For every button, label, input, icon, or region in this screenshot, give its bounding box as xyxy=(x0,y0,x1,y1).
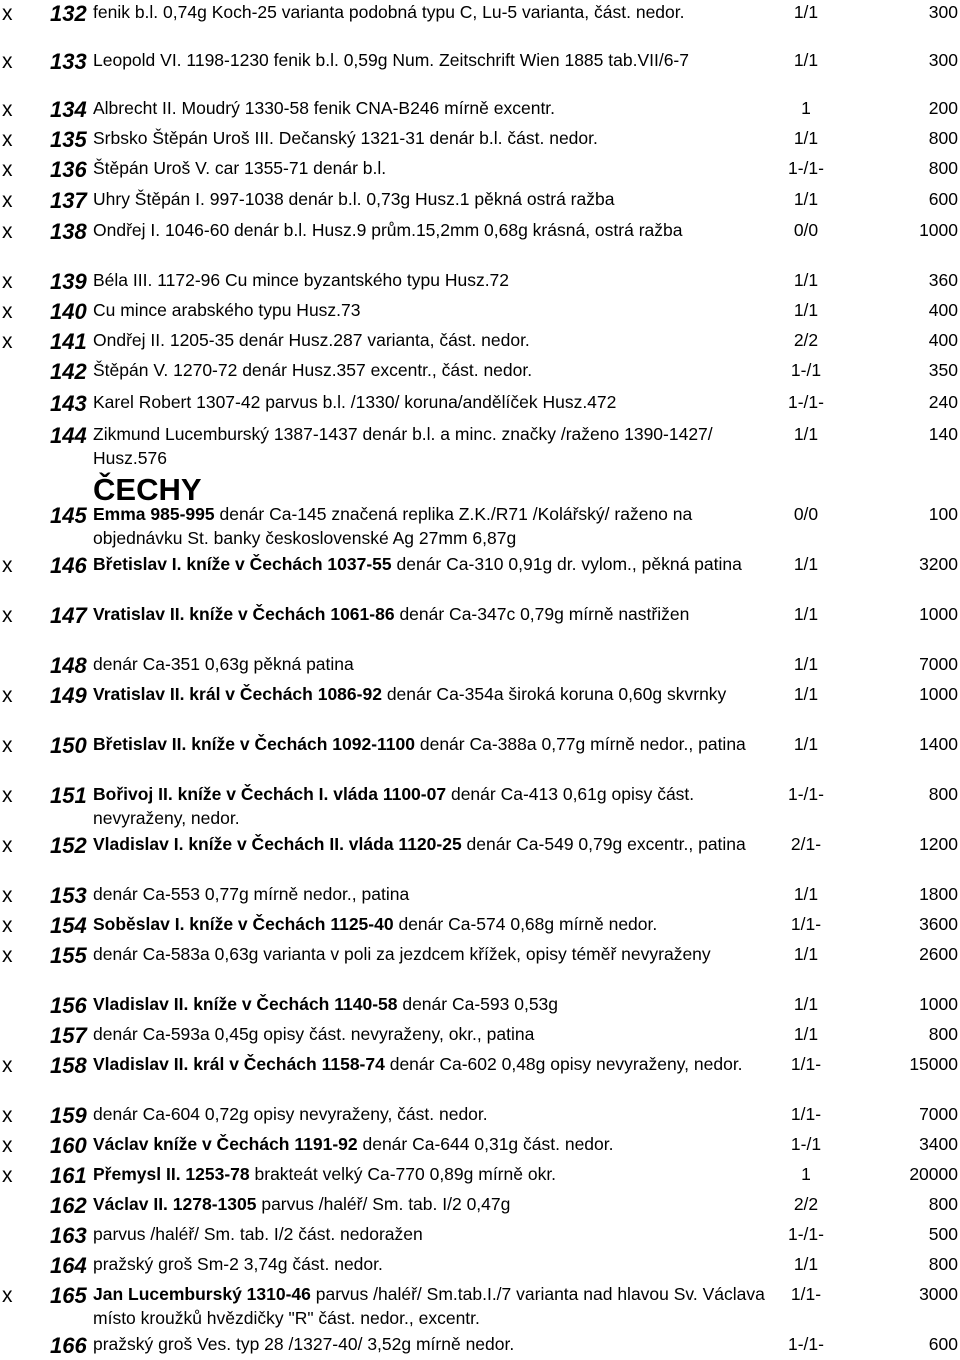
lot-description xyxy=(93,502,773,550)
lot-description xyxy=(93,1052,773,1076)
lot-number: 152 xyxy=(50,833,87,858)
lot-details: denár Ca-602 0,48g opisy nevyraženy, nedor. xyxy=(384,1054,743,1074)
lot-number: 139 xyxy=(50,269,87,294)
lot-details: brakteát velký Ca-770 0,89g mírně okr. xyxy=(249,1164,557,1184)
lot-details: denár Ca-413 0,61g opisy část. nevyraženy, nedor. xyxy=(93,784,695,828)
lot-grade: 1/1 xyxy=(793,270,819,290)
lot-details: Štěpán Uroš V. car 1355-71 denár b.l. xyxy=(93,158,387,178)
lot-number: 136 xyxy=(50,157,87,182)
lot-description xyxy=(93,268,773,292)
lot-details: Cu mince arabského typu Husz.73 xyxy=(93,300,361,320)
lot-details: denár Ca-593 0,53g xyxy=(397,994,559,1014)
lot-number: 149 xyxy=(50,683,87,708)
lot-price: 140 xyxy=(928,424,958,444)
lot-number: 163 xyxy=(50,1223,87,1248)
lot-description xyxy=(93,48,773,72)
lot-ruler: Václav kníže v Čechách 1191-92 xyxy=(93,1134,358,1154)
lot-price: 1000 xyxy=(919,220,958,240)
lot-details: denár Ca-351 0,63g pěkná patina xyxy=(93,654,354,674)
lot-description xyxy=(93,882,773,906)
lot-details: fenik b.l. 0,74g Koch-25 varianta podobná typu C, Lu-5 varianta, část. nedor. xyxy=(93,2,685,22)
lot-grade: 1/1- xyxy=(790,1284,822,1304)
lot-description xyxy=(93,126,773,150)
lot-number: 133 xyxy=(50,49,87,74)
lot-grade: 2/2 xyxy=(793,1194,819,1214)
lot-price: 500 xyxy=(928,1224,958,1244)
lot-grade: 1/1 xyxy=(793,604,819,624)
lot-details: parvus /haléř/ Sm. tab. I/2 část. nedoražen xyxy=(93,1224,423,1244)
lot-grade: 1/1 xyxy=(793,50,819,70)
lot-details: denár Ca-388a 0,77g mírně nedor., patina xyxy=(415,734,746,754)
lot-ruler: Břetislav II. kníže v Čechách 1092-1100 xyxy=(93,734,415,754)
lot-grade: 1/1 xyxy=(793,128,819,148)
lot-ruler: Vratislav II. kníže v Čechách 1061-86 xyxy=(93,604,395,624)
lot-number: 143 xyxy=(50,391,87,416)
lot-description xyxy=(93,682,773,706)
lot-grade: 1-/1- xyxy=(788,392,824,412)
lot-description xyxy=(93,1132,773,1156)
lot-details: Béla III. 1172-96 Cu mince byzantského typu Husz.72 xyxy=(93,270,510,290)
lot-grade: 2/1- xyxy=(790,834,822,854)
lot-description xyxy=(93,298,773,322)
lot-grade: 1/1 xyxy=(793,654,819,674)
lot-details: denár Ca-644 0,31g část. nedor. xyxy=(357,1134,614,1154)
lot-description xyxy=(93,1282,773,1330)
section-heading: ČECHY xyxy=(93,472,202,507)
lot-price: 3000 xyxy=(919,1284,958,1304)
lot-description xyxy=(93,0,773,24)
lot-mark: x xyxy=(2,158,13,181)
lot-description xyxy=(93,1252,773,1276)
lot-details: denár Ca-574 0,68g mírně nedor. xyxy=(393,914,658,934)
lot-price: 360 xyxy=(928,270,958,290)
lot-grade: 1 xyxy=(801,98,811,118)
lot-price: 2600 xyxy=(919,944,958,964)
lot-description xyxy=(93,552,773,576)
lot-number: 141 xyxy=(50,329,87,354)
lot-price: 400 xyxy=(928,330,958,350)
lot-grade: 1/1 xyxy=(793,300,819,320)
lot-details: denár Ca-549 0,79g excentr., patina xyxy=(461,834,746,854)
lot-ruler: Vladislav I. kníže v Čechách II. vláda 1120-25 xyxy=(93,834,462,854)
lot-grade: 1/1 xyxy=(793,189,819,209)
lot-mark: x xyxy=(2,50,13,73)
lot-mark: x xyxy=(2,914,13,937)
lot-price: 800 xyxy=(928,1194,958,1214)
lot-details: denár Ca-583a 0,63g varianta v poli za jezdcem křížek, opisy téměř nevyraženy xyxy=(93,944,711,964)
lot-description xyxy=(93,1022,773,1046)
lot-grade: 1-/1- xyxy=(788,1224,824,1244)
lot-number: 156 xyxy=(50,993,87,1018)
lot-grade: 0/0 xyxy=(793,504,819,524)
lot-mark: x xyxy=(2,684,13,707)
lot-number: 160 xyxy=(50,1133,87,1158)
lot-mark: x xyxy=(2,300,13,323)
lot-description xyxy=(93,1102,773,1126)
lot-mark: x xyxy=(2,270,13,293)
lot-description xyxy=(93,732,773,756)
lot-grade: 1/1- xyxy=(790,1104,822,1124)
lot-description xyxy=(93,328,773,352)
lot-number: 162 xyxy=(50,1193,87,1218)
lot-mark: x xyxy=(2,330,13,353)
lot-number: 151 xyxy=(50,783,87,808)
lot-description xyxy=(93,422,773,470)
lot-ruler: Bořivoj II. kníže v Čechách I. vláda 1100-07 xyxy=(93,784,447,804)
lot-mark: x xyxy=(2,1054,13,1077)
lot-number: 158 xyxy=(50,1053,87,1078)
lot-grade: 1 xyxy=(801,1164,811,1184)
lot-price: 3200 xyxy=(919,554,958,574)
lot-price: 200 xyxy=(928,98,958,118)
lot-price: 3600 xyxy=(919,914,958,934)
lot-number: 153 xyxy=(50,883,87,908)
lot-number: 146 xyxy=(50,553,87,578)
lot-details: Karel Robert 1307-42 parvus b.l. /1330/ koruna/andělíček Husz.472 xyxy=(93,392,617,412)
lot-description xyxy=(93,390,773,414)
lot-mark: x xyxy=(2,784,13,807)
lot-details: Zikmund Lucemburský 1387-1437 denár b.l. a minc. značky /raženo 1390-1427/ Husz.576 xyxy=(93,424,713,468)
lot-number: 134 xyxy=(50,97,87,122)
lot-ruler: Václav II. 1278-1305 xyxy=(93,1194,257,1214)
lot-mark: x xyxy=(2,220,13,243)
lot-grade: 1/1 xyxy=(793,994,819,1014)
lot-number: 147 xyxy=(50,603,87,628)
lot-grade: 1/1 xyxy=(793,684,819,704)
lot-price: 1000 xyxy=(919,604,958,624)
lot-description xyxy=(93,782,773,830)
lot-details: denár Ca-593a 0,45g opisy část. nevyraženy, okr., patina xyxy=(93,1024,535,1044)
lot-number: 144 xyxy=(50,423,87,448)
lot-ruler: Břetislav I. kníže v Čechách 1037-55 xyxy=(93,554,392,574)
lot-number: 159 xyxy=(50,1103,87,1128)
lot-price: 7000 xyxy=(919,1104,958,1124)
lot-grade: 1/1 xyxy=(793,734,819,754)
lot-description xyxy=(93,602,773,626)
lot-mark: x xyxy=(2,128,13,151)
lot-details: Srbsko Štěpán Uroš III. Dečanský 1321-31 denár b.l. část. nedor. xyxy=(93,128,598,148)
lot-details: denár Ca-347c 0,79g mírně nastřižen xyxy=(394,604,690,624)
lot-details: denár Ca-604 0,72g opisy nevyraženy, část. nedor. xyxy=(93,1104,488,1124)
lot-mark: x xyxy=(2,1284,13,1307)
lot-mark: x xyxy=(2,1104,13,1127)
lot-price: 600 xyxy=(928,189,958,209)
lot-price: 800 xyxy=(928,1254,958,1274)
lot-grade: 1/1- xyxy=(790,914,822,934)
lot-number: 166 xyxy=(50,1333,87,1358)
lot-description xyxy=(93,1332,773,1356)
lot-price: 800 xyxy=(928,784,958,804)
lot-description xyxy=(93,187,773,211)
lot-price: 15000 xyxy=(909,1054,958,1074)
lot-grade: 1/1- xyxy=(790,1054,822,1074)
lot-price: 300 xyxy=(928,50,958,70)
lot-mark: x xyxy=(2,2,13,25)
lot-price: 7000 xyxy=(919,654,958,674)
lot-ruler: Jan Lucemburský 1310-46 xyxy=(93,1284,311,1304)
lot-description xyxy=(93,942,773,966)
lot-grade: 1-/1 xyxy=(790,360,822,380)
lot-details: denár Ca-354a široká koruna 0,60g skvrnky xyxy=(381,684,727,704)
lot-number: 148 xyxy=(50,653,87,678)
lot-details: Albrecht II. Moudrý 1330-58 fenik CNA-B246 mírně excentr. xyxy=(93,98,556,118)
lot-grade: 1-/1- xyxy=(788,158,824,178)
lot-price: 300 xyxy=(928,2,958,22)
lot-price: 240 xyxy=(928,392,958,412)
lot-number: 154 xyxy=(50,913,87,938)
lot-ruler: Vladislav II. kníže v Čechách 1140-58 xyxy=(93,994,398,1014)
lot-grade: 1/1 xyxy=(793,944,819,964)
lot-ruler: Vratislav II. král v Čechách 1086-92 xyxy=(93,684,382,704)
lot-grade: 1-/1 xyxy=(790,1134,822,1154)
lot-description xyxy=(93,96,773,120)
lot-description xyxy=(93,912,773,936)
lot-grade: 1/1 xyxy=(793,1254,819,1274)
lot-ruler: Emma 985-995 xyxy=(93,504,215,524)
lot-ruler: Přemysl II. 1253-78 xyxy=(93,1164,250,1184)
lot-price: 400 xyxy=(928,300,958,320)
lot-mark: x xyxy=(2,98,13,121)
lot-details: parvus /haléř/ Sm.tab.I./7 varianta nad hlavou Sv. Václava místo kroužků hvězdičky "R" část. nedor., excentr. xyxy=(93,1284,765,1328)
lot-number: 150 xyxy=(50,733,87,758)
lot-details: Leopold VI. 1198-1230 fenik b.l. 0,59g Num. Zeitschrift Wien 1885 tab.VII/6-7 xyxy=(93,50,689,70)
lot-number: 155 xyxy=(50,943,87,968)
lot-description xyxy=(93,992,773,1016)
lot-grade: 1/1 xyxy=(793,554,819,574)
lot-details: pražský groš Ves. typ 28 /1327-40/ 3,52g mírně nedor. xyxy=(93,1334,515,1354)
lot-mark: x xyxy=(2,944,13,967)
lot-price: 1000 xyxy=(919,684,958,704)
lot-price: 3400 xyxy=(919,1134,958,1154)
lot-details: pražský groš Sm-2 3,74g část. nedor. xyxy=(93,1254,383,1274)
lot-grade: 1-/1- xyxy=(788,1334,824,1354)
lot-details: Ondřej II. 1205-35 denár Husz.287 varianta, část. nedor. xyxy=(93,330,530,350)
lot-number: 157 xyxy=(50,1023,87,1048)
lot-number: 138 xyxy=(50,219,87,244)
lot-number: 164 xyxy=(50,1253,87,1278)
lot-mark: x xyxy=(2,1134,13,1157)
lot-details: denár Ca-310 0,91g dr. vylom., pěkná patina xyxy=(391,554,742,574)
lot-price: 1800 xyxy=(919,884,958,904)
lot-description xyxy=(93,218,773,242)
lot-price: 100 xyxy=(928,504,958,524)
lot-description xyxy=(93,156,773,180)
lot-mark: x xyxy=(2,734,13,757)
lot-grade: 2/2 xyxy=(793,330,819,350)
lot-price: 600 xyxy=(928,1334,958,1354)
lot-grade: 1/1 xyxy=(793,424,819,444)
lot-ruler: Vladislav II. král v Čechách 1158-74 xyxy=(93,1054,385,1074)
lot-number: 132 xyxy=(50,1,87,26)
lot-details: Uhry Štěpán I. 997-1038 denár b.l. 0,73g Husz.1 pěkná ostrá ražba xyxy=(93,189,615,209)
lot-details: denár Ca-553 0,77g mírně nedor., patina xyxy=(93,884,410,904)
lot-description xyxy=(93,1192,773,1216)
lot-price: 350 xyxy=(928,360,958,380)
lot-price: 1200 xyxy=(919,834,958,854)
lot-grade: 1/1 xyxy=(793,2,819,22)
lot-mark: x xyxy=(2,884,13,907)
lot-grade: 1-/1- xyxy=(788,784,824,804)
lot-mark: x xyxy=(2,189,13,212)
lot-number: 137 xyxy=(50,188,87,213)
lot-price: 800 xyxy=(928,128,958,148)
lot-number: 165 xyxy=(50,1283,87,1308)
lot-mark: x xyxy=(2,834,13,857)
lot-price: 800 xyxy=(928,1024,958,1044)
lot-description xyxy=(93,832,773,856)
lot-mark: x xyxy=(2,554,13,577)
lot-price: 1400 xyxy=(919,734,958,754)
lot-details: denár Ca-145 značená replika Z.K./R71 /Kolářský/ raženo na objednávku St. banky československé Ag 27mm 6,87g xyxy=(93,504,693,548)
lot-ruler: Soběslav I. kníže v Čechách 1125-40 xyxy=(93,914,394,934)
lot-number: 140 xyxy=(50,299,87,324)
lot-description xyxy=(93,1222,773,1246)
lot-price: 20000 xyxy=(909,1164,958,1184)
lot-price: 800 xyxy=(928,158,958,178)
lot-grade: 1/1 xyxy=(793,884,819,904)
lot-mark: x xyxy=(2,1164,13,1187)
lot-grade: 1/1 xyxy=(793,1024,819,1044)
lot-details: Ondřej I. 1046-60 denár b.l. Husz.9 prům.15,2mm 0,68g krásná, ostrá ražba xyxy=(93,220,683,240)
lot-number: 135 xyxy=(50,127,87,152)
lot-number: 142 xyxy=(50,359,87,384)
lot-description xyxy=(93,652,773,676)
lot-description xyxy=(93,358,773,382)
lot-number: 161 xyxy=(50,1163,87,1188)
lot-details: Štěpán V. 1270-72 denár Husz.357 excentr., část. nedor. xyxy=(93,360,533,380)
lot-price: 1000 xyxy=(919,994,958,1014)
lot-details: parvus /haléř/ Sm. tab. I/2 0,47g xyxy=(256,1194,511,1214)
lot-mark: x xyxy=(2,604,13,627)
lot-number: 145 xyxy=(50,503,87,528)
lot-description xyxy=(93,1162,773,1186)
lot-grade: 0/0 xyxy=(793,220,819,240)
